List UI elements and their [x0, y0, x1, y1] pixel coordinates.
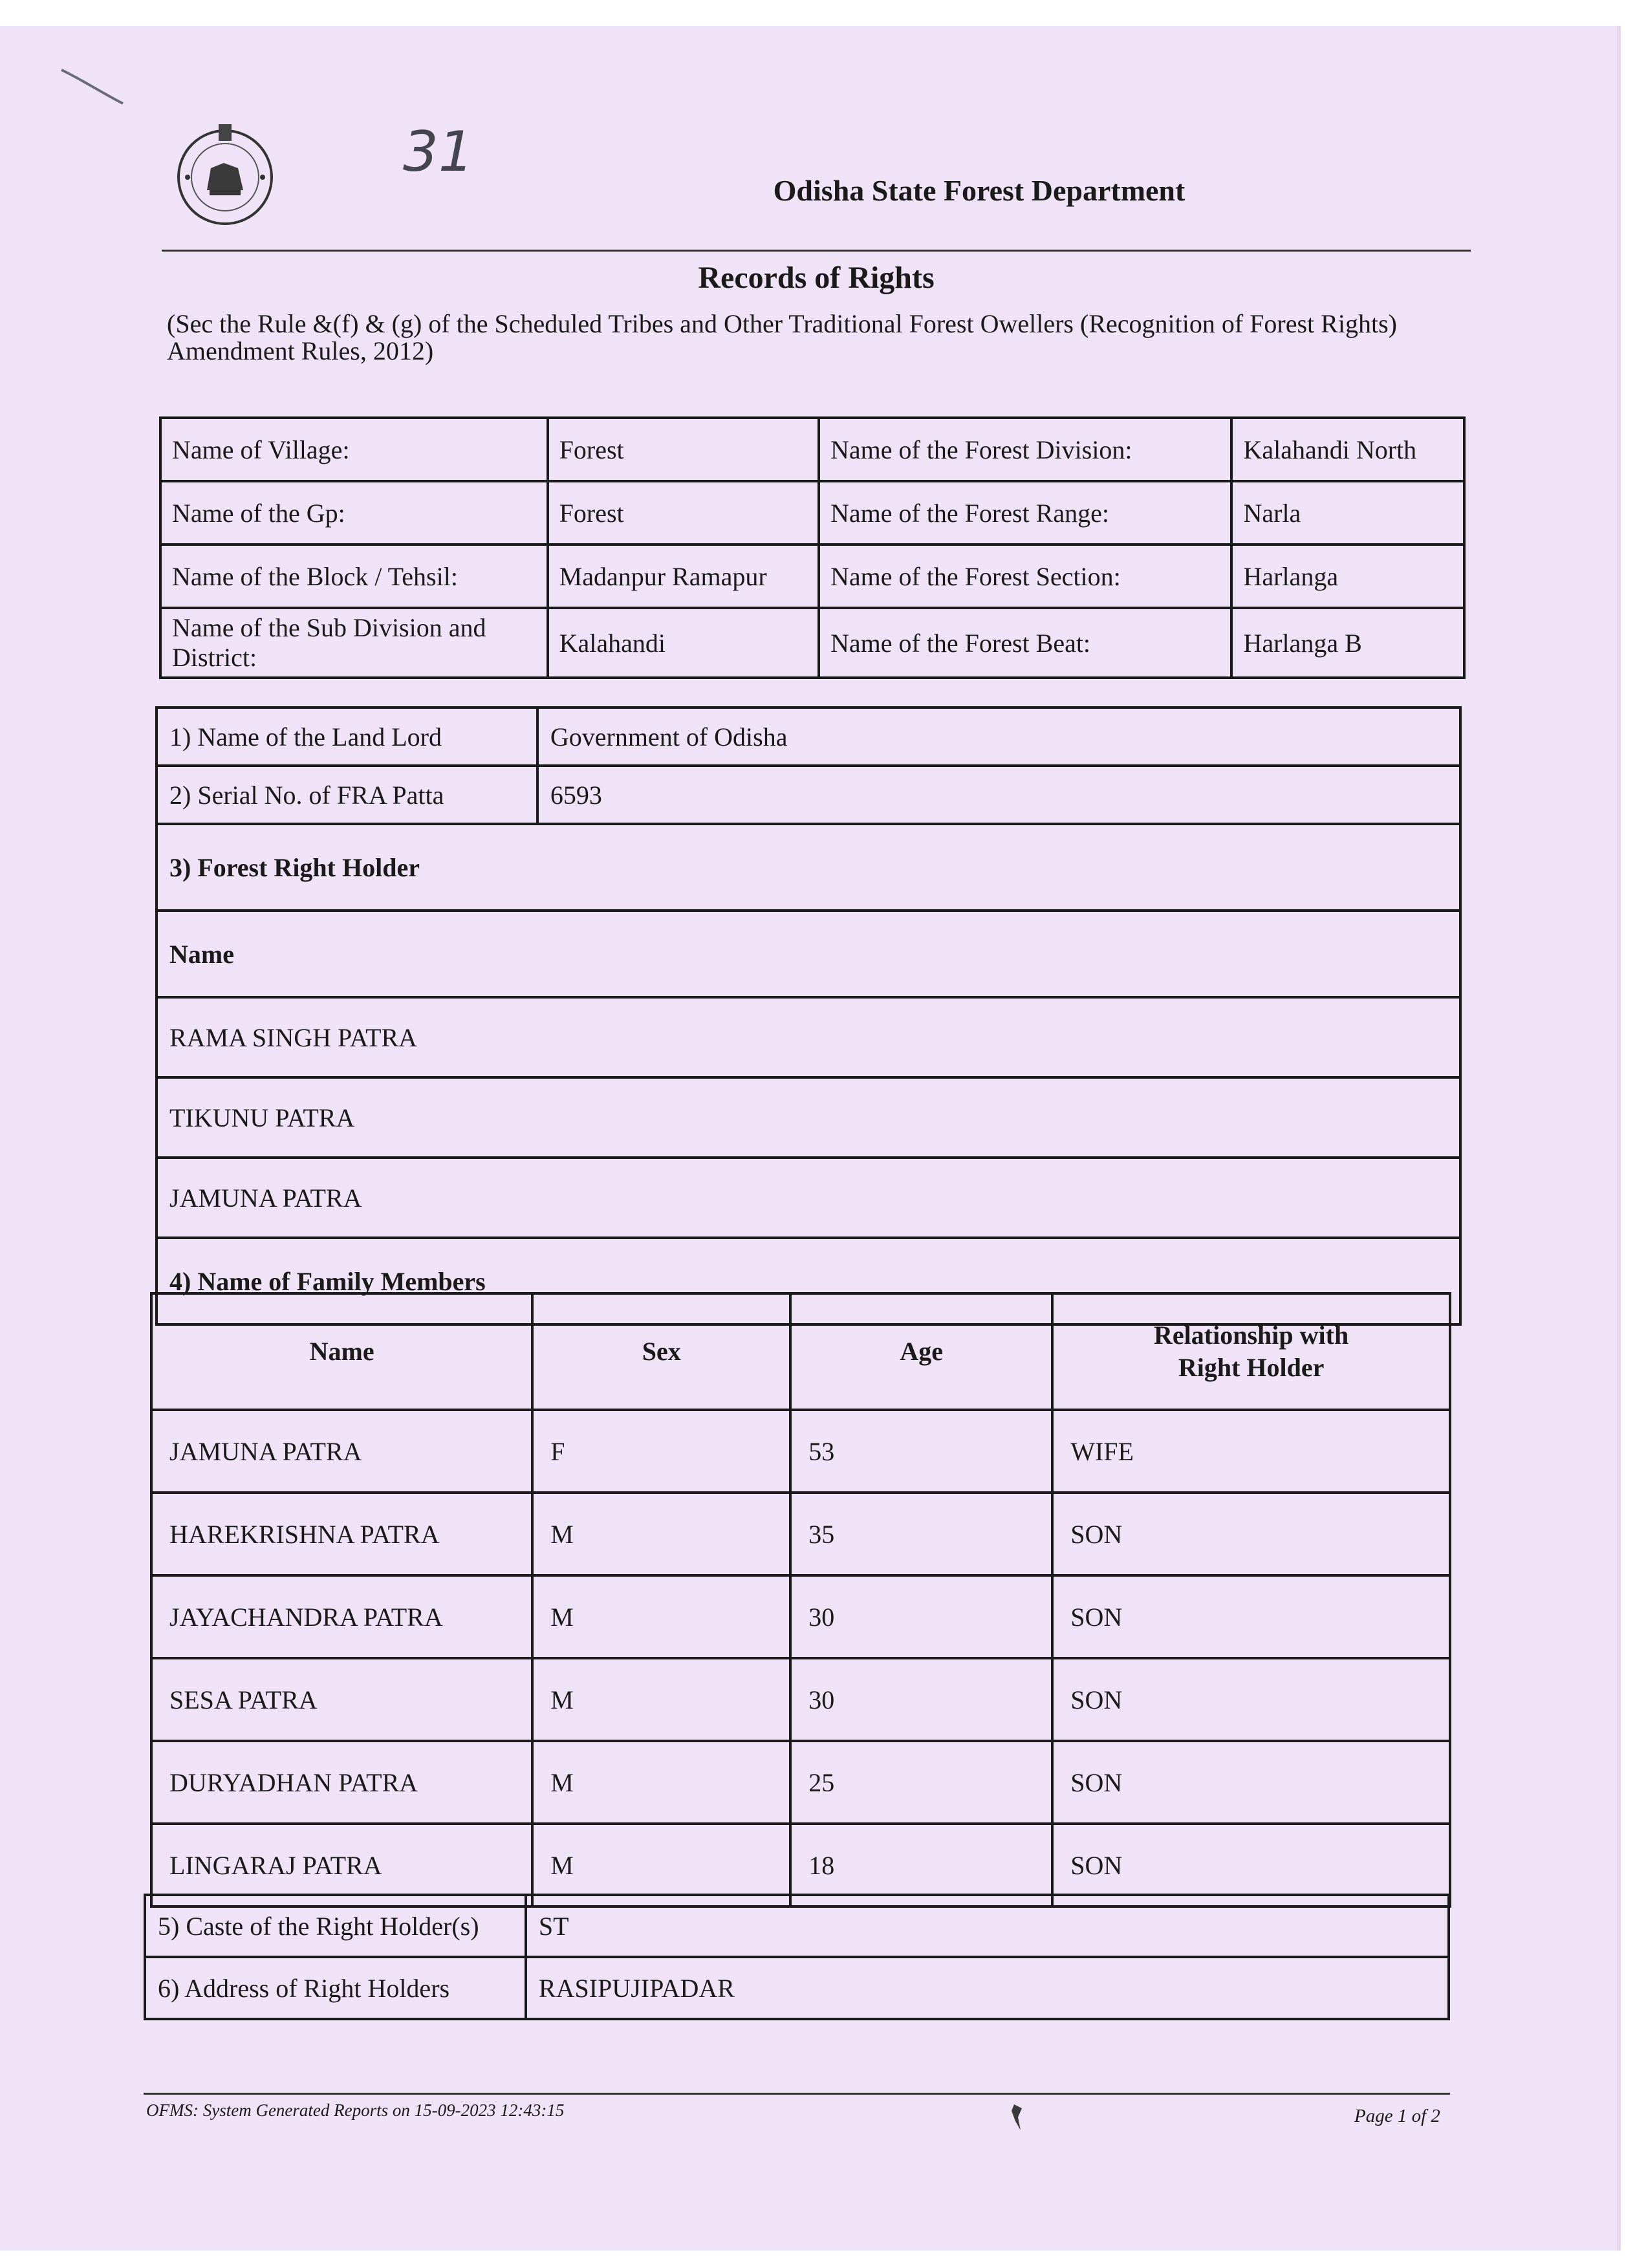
table-row: [151, 1410, 1450, 1493]
member-age: 25: [790, 1741, 1052, 1824]
location-table: [159, 416, 1466, 679]
location-row: [160, 418, 1464, 481]
member-age: 18: [790, 1824, 1052, 1906]
land-lord-value: Government of Odisha: [537, 707, 1460, 766]
member-age: 30: [790, 1658, 1052, 1741]
holder-name-heading: Name: [157, 911, 1460, 997]
member-relationship: SON: [1052, 1658, 1450, 1741]
table-row: [157, 911, 1460, 997]
member-sex: M: [532, 1575, 790, 1658]
document-subtitle: (Sec the Rule &(f) & (g) of the Scheduled Tribes and Other Traditional Forest Owellers (Recognition of Forest Rights) Amendment Rules, 2012): [167, 309, 1397, 365]
pen-stroke-mark: [58, 58, 129, 110]
block-value: Madanpur Ramapur: [548, 545, 819, 608]
gp-label: Name of the Gp:: [160, 481, 548, 545]
holder-name: JAMUNA PATRA: [157, 1158, 1460, 1238]
ink-smudge-mark: [1008, 2102, 1027, 2134]
forest-division-label: Name of the Forest Division:: [819, 418, 1232, 481]
forest-division-value: Kalahandi North: [1231, 418, 1464, 481]
member-sex: M: [532, 1658, 790, 1741]
table-row: [157, 1077, 1460, 1158]
col-relationship-header: [1052, 1293, 1450, 1410]
member-sex: M: [532, 1741, 790, 1824]
serial-label: 2) Serial No. of FRA Patta: [157, 766, 537, 824]
member-name: SESA PATRA: [151, 1658, 532, 1741]
member-age: 35: [790, 1493, 1052, 1575]
family-members-table: [150, 1292, 1451, 1908]
forest-beat-label: Name of the Forest Beat:: [819, 608, 1232, 678]
forest-beat-value: Harlanga B: [1231, 608, 1464, 678]
member-age: 30: [790, 1575, 1052, 1658]
table-row: [157, 997, 1460, 1077]
holder-heading: 3) Forest Right Holder: [157, 824, 1460, 911]
rights-table: [155, 706, 1462, 1326]
table-row: [157, 707, 1460, 766]
address-value: RASIPUJIPADAR: [526, 1957, 1449, 2019]
forest-range-label: Name of the Forest Range:: [819, 481, 1232, 545]
col-name-header: Name: [151, 1293, 532, 1410]
location-row: [160, 481, 1464, 545]
serial-value: 6593: [537, 766, 1460, 824]
member-relationship: WIFE: [1052, 1410, 1450, 1493]
location-row: [160, 608, 1464, 678]
family-heading: 4) Name of Family Members: [157, 1238, 1460, 1324]
member-name: JAYACHANDRA PATRA: [151, 1575, 532, 1658]
table-header-row: [151, 1293, 1450, 1410]
forest-section-label: Name of the Forest Section:: [819, 545, 1232, 608]
generated-timestamp: OFMS: System Generated Reports on 15-09-2023 12:43:15: [146, 2101, 565, 2120]
village-label: Name of Village:: [160, 418, 548, 481]
member-sex: F: [532, 1410, 790, 1493]
member-relationship: SON: [1052, 1575, 1450, 1658]
member-name: HAREKRISHNA PATRA: [151, 1493, 532, 1575]
member-name: JAMUNA PATRA: [151, 1410, 532, 1493]
holder-name: TIKUNU PATRA: [157, 1077, 1460, 1158]
table-row: [145, 1957, 1449, 2019]
subdivision-value: Kalahandi: [548, 608, 819, 678]
header-divider: [162, 250, 1471, 252]
member-sex: M: [532, 1493, 790, 1575]
village-value: Forest: [548, 418, 819, 481]
table-row: [157, 766, 1460, 824]
caste-value: ST: [526, 1895, 1449, 1957]
table-row: [151, 1493, 1450, 1575]
col-age-header: Age: [790, 1293, 1052, 1410]
member-name: DURYADHAN PATRA: [151, 1741, 532, 1824]
page-number: Page 1 of 2: [1354, 2106, 1440, 2126]
table-row: [157, 1158, 1460, 1238]
document-title: Records of Rights: [698, 261, 935, 295]
member-relationship: SON: [1052, 1824, 1450, 1906]
land-lord-label: 1) Name of the Land Lord: [157, 707, 537, 766]
holder-name: RAMA SINGH PATRA: [157, 997, 1460, 1077]
member-relationship: SON: [1052, 1741, 1450, 1824]
col-sex-header: Sex: [532, 1293, 790, 1410]
block-label: Name of the Block / Tehsil:: [160, 545, 548, 608]
svg-text:31: 31: [403, 120, 474, 184]
member-age: 53: [790, 1410, 1052, 1493]
table-row: [151, 1658, 1450, 1741]
gp-value: Forest: [548, 481, 819, 545]
member-sex: M: [532, 1824, 790, 1906]
address-label: 6) Address of Right Holders: [145, 1957, 526, 2019]
caste-address-table: [144, 1894, 1450, 2020]
table-row: [157, 824, 1460, 911]
location-row: [160, 545, 1464, 608]
forest-range-value: Narla: [1231, 481, 1464, 545]
caste-label: 5) Caste of the Right Holder(s): [145, 1895, 526, 1957]
relationship-header-line1: Relationship with: [1154, 1321, 1349, 1350]
table-row: [145, 1895, 1449, 1957]
footer-divider: [144, 2093, 1450, 2095]
table-row: [151, 1575, 1450, 1658]
forest-section-value: Harlanga: [1231, 545, 1464, 608]
relationship-header-line2: Right Holder: [1178, 1353, 1325, 1382]
table-row: [151, 1741, 1450, 1824]
odisha-emblem-icon: [173, 118, 277, 228]
member-name: LINGARAJ PATRA: [151, 1824, 532, 1906]
member-relationship: SON: [1052, 1493, 1450, 1575]
department-name: Odisha State Forest Department: [773, 174, 1186, 207]
subdivision-label: Name of the Sub Division and District:: [160, 608, 548, 678]
